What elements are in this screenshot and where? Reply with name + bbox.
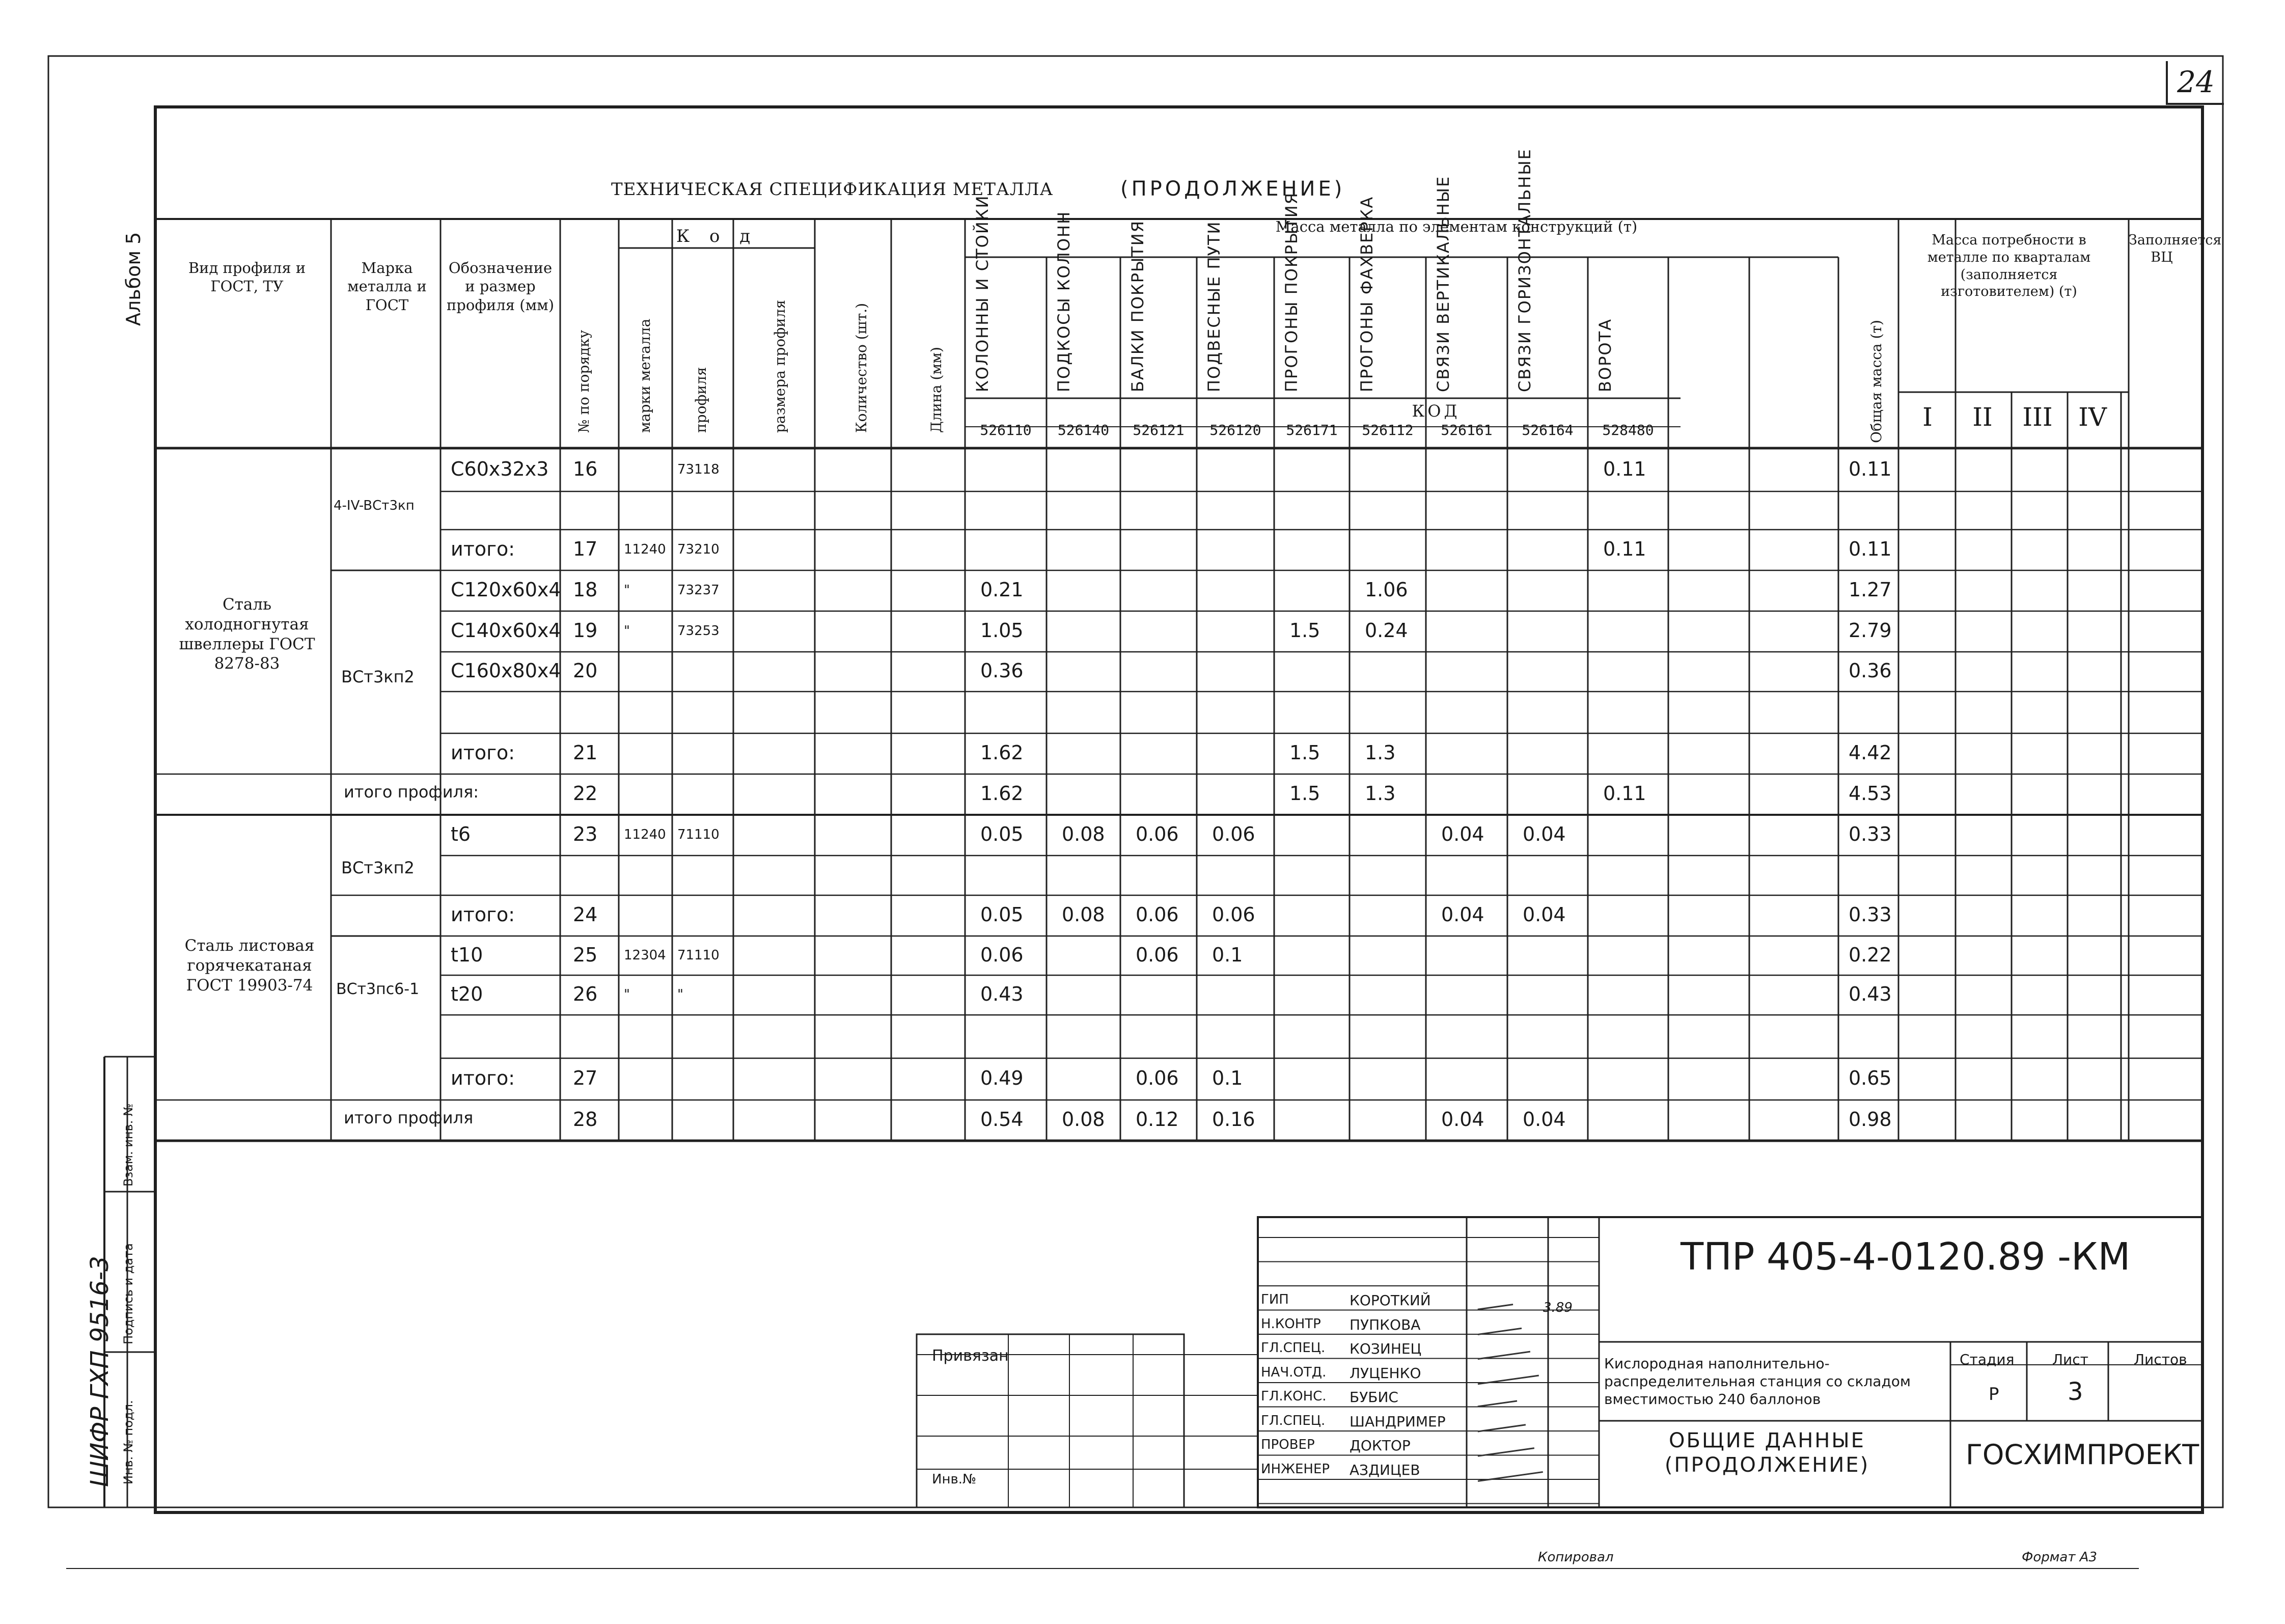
row-total: 0.33 xyxy=(1849,823,1892,845)
row-mass-value: 0.08 xyxy=(1062,1108,1105,1131)
element-code: 526161 xyxy=(1441,422,1493,438)
row-number: 27 xyxy=(573,1067,598,1089)
header-element-8: СВЯЗИ ГОРИЗОНТАЛЬНЫЕ xyxy=(1515,148,1534,392)
quarter-I: I xyxy=(1922,402,1933,432)
sheet-number: 24 xyxy=(2166,61,2224,105)
row-mass-value: 0.43 xyxy=(980,983,1024,1005)
quarter-II: II xyxy=(1972,402,1993,432)
staff-role: ГИП xyxy=(1261,1292,1289,1307)
row-number: 18 xyxy=(573,579,598,601)
staff-name: ПУПКОВА xyxy=(1350,1316,1421,1333)
row-number: 20 xyxy=(573,659,598,682)
row-total: 0.33 xyxy=(1849,903,1892,926)
staff-name: ДОКТОР xyxy=(1350,1437,1411,1454)
row-code-mark: 11240 xyxy=(624,827,666,842)
spec-title: ТЕХНИЧЕСКАЯ СПЕЦИФИКАЦИЯ МЕТАЛЛА xyxy=(611,179,1054,200)
row-total: 0.36 xyxy=(1849,659,1892,682)
element-code: 526121 xyxy=(1133,422,1185,438)
header-element-7: СВЯЗИ ВЕРТИКАЛЬНЫЕ xyxy=(1434,175,1453,392)
row-total: 0.43 xyxy=(1849,983,1892,1005)
row-total: 0.98 xyxy=(1849,1108,1892,1131)
row-code-mark: " xyxy=(624,583,630,598)
list-label: Лист xyxy=(2052,1351,2088,1368)
row-code-profile: 73210 xyxy=(677,542,720,557)
row-mass-value: 0.24 xyxy=(1365,619,1408,642)
row-number: 17 xyxy=(573,538,598,560)
inv-label: Инв.№ xyxy=(932,1472,977,1487)
header-element-2: ПОДКОСЫ КОЛОНН xyxy=(1054,210,1073,392)
header-num: № по порядку xyxy=(575,329,592,433)
row-number: 26 xyxy=(573,983,598,1005)
staff-role: Н.КОНТР xyxy=(1261,1316,1321,1332)
row-mass-value: 0.08 xyxy=(1062,823,1105,845)
side-box-sign: Подпись и дата xyxy=(121,1243,135,1344)
row-profile: итого: xyxy=(451,1067,515,1089)
row-profile: итого профиля xyxy=(344,1108,474,1127)
row-total: 4.42 xyxy=(1849,741,1892,764)
element-code: 526164 xyxy=(1522,422,1574,438)
staff-name: ШАНДРИМЕР xyxy=(1350,1413,1446,1430)
mark-label: ВСт3кп2 xyxy=(341,667,415,686)
header-element-1: КОЛОННЫ И СТОЙКИ xyxy=(973,195,992,392)
group-label-sheet: Сталь листовая горячекатаная ГОСТ 19903-74 xyxy=(184,937,315,995)
header-element-6: ПРОГОНЫ ФАХВЕРКА xyxy=(1357,196,1376,392)
row-mass-value: 0.11 xyxy=(1603,457,1646,480)
row-mass-value: 0.08 xyxy=(1062,903,1105,926)
element-code: 526140 xyxy=(1057,422,1110,438)
header-dlina: Длина (мм) xyxy=(928,347,945,433)
header-kod-prof: профиля xyxy=(693,367,709,433)
side-box-inv: Инв. № подл. xyxy=(121,1400,135,1484)
list-value: 3 xyxy=(2068,1378,2083,1406)
row-mass-value: 1.62 xyxy=(980,782,1024,805)
row-code-profile: " xyxy=(677,987,683,1002)
row-code-mark: " xyxy=(624,623,630,639)
header-kolvo: Количество (шт.) xyxy=(853,302,870,433)
row-mass-value: 0.1 xyxy=(1212,943,1243,966)
row-mass-value: 0.11 xyxy=(1603,538,1646,560)
row-mass-value: 0.04 xyxy=(1441,903,1484,926)
row-profile: итого профиля: xyxy=(344,782,479,802)
header-kod-label: КОД xyxy=(1412,401,1461,421)
staff-name: ЛУЦЕНКО xyxy=(1350,1364,1421,1382)
row-mass-value: 1.3 xyxy=(1365,741,1396,764)
element-code: 528480 xyxy=(1602,422,1654,438)
staff-name: КОЗИНЕЦ xyxy=(1350,1340,1422,1357)
staff-role: ГЛ.СПЕЦ. xyxy=(1261,1340,1326,1356)
row-total: 4.53 xyxy=(1849,782,1892,805)
mark-label: ВСт3кп2 xyxy=(341,858,415,877)
side-box-replace: Взам. инв. № xyxy=(121,1104,135,1187)
row-mass-value: 1.05 xyxy=(980,619,1024,642)
privyazan-label: Привязан xyxy=(932,1347,1009,1365)
quarter-III: III xyxy=(2022,402,2053,432)
header-element-3: БАЛКИ ПОКРЫТИЯ xyxy=(1128,220,1147,392)
mark-label: 4-IV-BСт3кп xyxy=(334,498,415,513)
row-mass-value: 0.04 xyxy=(1441,823,1484,845)
row-mass-value: 0.16 xyxy=(1212,1108,1255,1131)
header-kod: К о д xyxy=(676,226,758,246)
row-mass-value: 0.06 xyxy=(1136,1067,1179,1089)
row-mass-value: 0.54 xyxy=(980,1108,1024,1131)
row-number: 22 xyxy=(573,782,598,805)
document-code: ТПР 405-4-0120.89 -КМ xyxy=(1681,1235,2131,1279)
row-mass-value: 0.12 xyxy=(1136,1108,1179,1131)
row-mass-value: 1.5 xyxy=(1289,741,1320,764)
row-mass-value: 0.04 xyxy=(1441,1108,1484,1131)
row-profile: t10 xyxy=(451,943,483,966)
footer-format: Формат А3 xyxy=(2022,1550,2098,1565)
row-number: 19 xyxy=(573,619,598,642)
row-mass-value: 0.06 xyxy=(1136,943,1179,966)
header-element-9: ВОРОТА xyxy=(1595,318,1615,392)
row-mass-value: 0.06 xyxy=(1212,903,1255,926)
staff-role: ИНЖЕНЕР xyxy=(1261,1461,1330,1477)
row-mass-value: 0.11 xyxy=(1603,782,1646,805)
header-filled: Заполняется ВЦ xyxy=(2129,232,2222,265)
row-mass-value: 0.1 xyxy=(1212,1067,1243,1089)
album-label: Альбом 5 xyxy=(122,232,145,326)
element-code: 526110 xyxy=(980,422,1032,438)
row-total: 0.65 xyxy=(1849,1067,1892,1089)
row-total: 1.27 xyxy=(1849,579,1892,601)
row-mass-value: 1.5 xyxy=(1289,619,1320,642)
row-number: 16 xyxy=(573,457,598,480)
header-kod-razmer: размера профиля xyxy=(772,299,788,433)
lists-label: Листов xyxy=(2134,1351,2187,1368)
mark-label: ВСт3пс6-1 xyxy=(336,980,420,998)
row-mass-value: 1.62 xyxy=(980,741,1024,764)
header-massa-group: Масса металла по элементам конструкций (т) xyxy=(1275,218,1638,235)
row-mass-value: 0.06 xyxy=(1136,823,1179,845)
group-label-channels: Сталь холодногнутая швеллеры ГОСТ 8278-83 xyxy=(179,595,315,673)
row-mass-value: 0.49 xyxy=(980,1067,1024,1089)
staff-role: ГЛ.КОНС. xyxy=(1261,1389,1327,1404)
row-code-profile: 73253 xyxy=(677,623,720,639)
shifr-label: ШИФР ГХП 9516-3 xyxy=(86,1256,114,1487)
staff-role: НАЧ.ОТД. xyxy=(1261,1364,1327,1380)
row-mass-value: 0.04 xyxy=(1523,1108,1566,1131)
element-code: 526120 xyxy=(1209,422,1261,438)
row-mass-value: 0.04 xyxy=(1523,903,1566,926)
row-profile: итого: xyxy=(451,538,515,560)
row-profile: итого: xyxy=(451,741,515,764)
header-total-mass: Общая масса (т) xyxy=(1868,320,1885,443)
element-code: 526112 xyxy=(1362,422,1414,438)
project-description: Кислородная наполнительно-распределительная станция со складом вместимостью 240 баллонов xyxy=(1604,1355,1911,1408)
row-profile: C60x32x3 xyxy=(451,457,549,480)
row-mass-value: 0.04 xyxy=(1523,823,1566,845)
row-number: 21 xyxy=(573,741,598,764)
header-element-5: ПРОГОНЫ ПОКРЫТИЯ xyxy=(1282,192,1301,392)
row-mass-value: 0.21 xyxy=(980,579,1024,601)
header-element-4: ПОДВЕСНЫЕ ПУТИ xyxy=(1204,221,1224,392)
row-number: 28 xyxy=(573,1108,598,1131)
row-profile: t20 xyxy=(451,983,483,1005)
row-mass-value: 0.36 xyxy=(980,659,1024,682)
staff-role: ГЛ.СПЕЦ. xyxy=(1261,1413,1326,1428)
row-code-profile: 71110 xyxy=(677,947,720,963)
row-mass-value: 0.05 xyxy=(980,903,1024,926)
row-total: 0.11 xyxy=(1849,538,1892,560)
spec-title-cont: (ПРОДОЛЖЕНИЕ) xyxy=(1120,177,1345,201)
row-mass-value: 0.06 xyxy=(980,943,1024,966)
row-total: 0.11 xyxy=(1849,457,1892,480)
row-mass-value: 0.05 xyxy=(980,823,1024,845)
row-mass-value: 1.06 xyxy=(1365,579,1408,601)
header-need-group: Масса потребности в металле по кварталам (заполняется изготовителем) (т) xyxy=(1927,232,2091,300)
row-profile: t6 xyxy=(451,823,471,845)
row-code-profile: 73118 xyxy=(677,461,720,477)
row-number: 23 xyxy=(573,823,598,845)
footer-copied: Копировал xyxy=(1538,1550,1614,1565)
row-mass-value: 1.3 xyxy=(1365,782,1396,805)
staff-role: ПРОВЕР xyxy=(1261,1437,1315,1452)
row-mass-value: 0.06 xyxy=(1136,903,1179,926)
staff-name: БУБИС xyxy=(1350,1389,1398,1406)
quarter-IV: IV xyxy=(2078,402,2107,432)
row-number: 24 xyxy=(573,903,598,926)
staff-name: КОРОТКИЙ xyxy=(1350,1292,1431,1309)
row-total: 2.79 xyxy=(1849,619,1892,642)
row-code-profile: 71110 xyxy=(677,827,720,842)
header-marka: Марка металла и ГОСТ xyxy=(347,259,427,314)
staff-name: АЗДИЦЕВ xyxy=(1350,1461,1420,1478)
date-stamp: 3.89 xyxy=(1543,1300,1573,1315)
row-profile: C160x80x4 xyxy=(451,659,561,682)
sheet-title: ОБЩИЕ ДАННЫЕ (ПРОДОЛЖЕНИЕ) xyxy=(1664,1429,1870,1477)
row-code-mark: 11240 xyxy=(624,542,666,557)
header-oboz: Обозначение и размер профиля (мм) xyxy=(446,259,555,314)
row-code-mark: 12304 xyxy=(624,947,666,963)
row-mass-value: 1.5 xyxy=(1289,782,1320,805)
header-kod-marka: марки металла xyxy=(637,318,653,433)
organization: ГОСХИМПРОЕКТ xyxy=(1966,1439,2199,1471)
row-profile: C120x60x4 xyxy=(451,579,561,601)
element-code: 526171 xyxy=(1286,422,1338,438)
row-code-profile: 73237 xyxy=(677,583,720,598)
row-mass-value: 0.06 xyxy=(1212,823,1255,845)
header-vid: Вид профиля и ГОСТ, ТУ xyxy=(188,259,306,295)
row-number: 25 xyxy=(573,943,598,966)
row-profile: C140x60x4 xyxy=(451,619,561,642)
stage-label: Стадия xyxy=(1960,1351,2015,1368)
stage-value: Р xyxy=(1989,1384,1999,1405)
row-code-mark: " xyxy=(624,987,630,1002)
row-total: 0.22 xyxy=(1849,943,1892,966)
row-profile: итого: xyxy=(451,903,515,926)
